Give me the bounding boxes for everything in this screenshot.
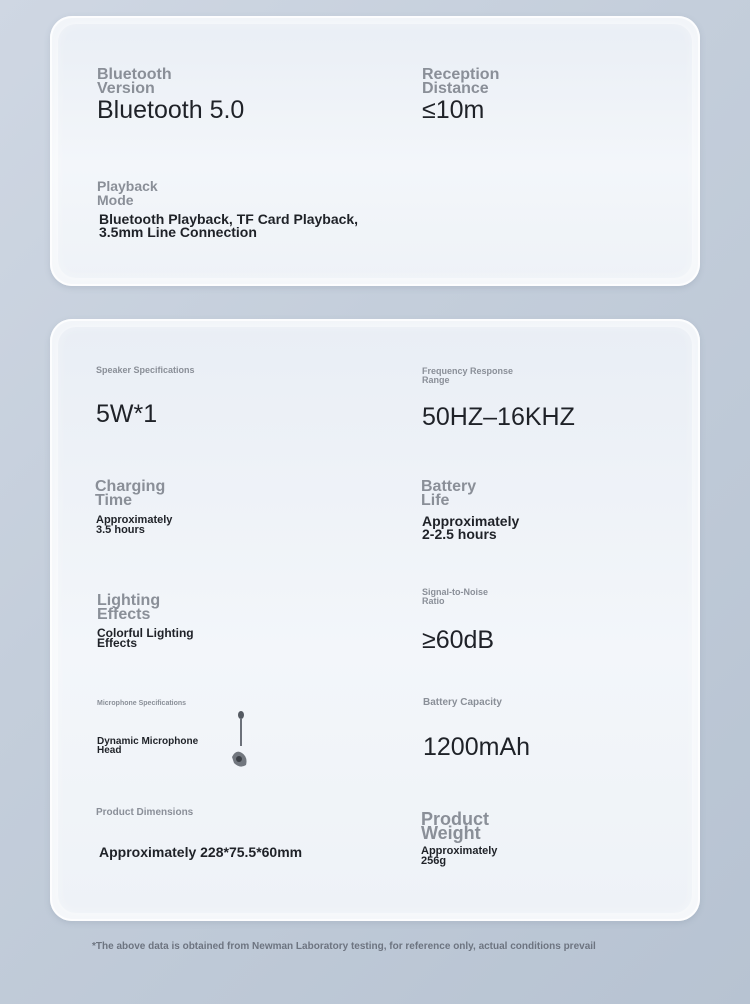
spec-value: Bluetooth Playback, TF Card Playback, 3.5mm Line Connection (99, 211, 359, 240)
spec-label: Lighting Effects (97, 592, 161, 623)
spec-label: Battery Capacity (423, 697, 502, 708)
spec-reception-distance (422, 68, 722, 123)
spec-product-weight (421, 809, 721, 867)
spec-label: Battery Life (421, 478, 477, 509)
spec-label: Microphone Specifications (97, 700, 187, 707)
spec-value: ≥60dB (422, 626, 495, 654)
spec-label: Charging Time (95, 478, 166, 509)
spec-battery-life (421, 480, 721, 541)
spec-label: Bluetooth Version (97, 66, 172, 97)
spec-label: Reception Distance (422, 66, 500, 97)
spec-card-details (50, 319, 700, 921)
spec-value: 1200mAh (423, 733, 531, 761)
spec-value: Approximately 3.5 hours (96, 514, 173, 536)
spec-value: 50HZ–16KHZ (422, 403, 575, 431)
spec-label: Frequency Response Range (422, 366, 514, 385)
spec-battery-capacity (423, 698, 723, 760)
spec-bluetooth-version (97, 68, 397, 123)
spec-label: Playback Mode (97, 178, 158, 208)
spec-value: Approximately 256g (421, 845, 498, 867)
spec-speaker (96, 366, 396, 427)
spec-label: Product Weight (421, 809, 490, 843)
spec-playback-mode (97, 179, 457, 239)
spec-value: Dynamic Microphone Head (97, 736, 199, 756)
spec-snr (422, 588, 722, 653)
spec-frequency-response (422, 367, 722, 430)
spec-value: Bluetooth 5.0 (97, 96, 245, 124)
spec-label: Speaker Specifications (96, 365, 195, 375)
spec-lighting-effects (97, 594, 397, 648)
microphone-icon (226, 709, 256, 769)
spec-value: Approximately 2-2.5 hours (422, 513, 520, 542)
spec-value: 5W*1 (96, 400, 158, 428)
spec-label: Product Dimensions (96, 807, 194, 818)
spec-value: Colorful Lighting Effects (97, 626, 194, 650)
spec-product-dimensions (96, 808, 416, 859)
spec-card-connectivity (50, 16, 700, 286)
spec-value: ≤10m (422, 96, 485, 124)
spec-value: Approximately 228*75.5*60mm (99, 844, 303, 860)
spec-charging-time (95, 480, 395, 535)
spec-label: Signal-to-Noise Ratio (422, 587, 489, 606)
disclaimer-footnote: *The above data is obtained from Newman Laboratory testing, for reference only, actual conditions prevail (92, 941, 596, 952)
